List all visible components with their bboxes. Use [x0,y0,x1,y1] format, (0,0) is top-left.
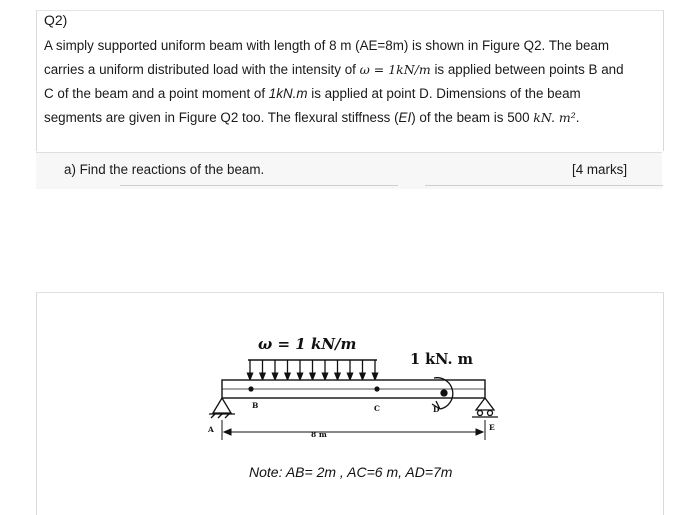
load-arrow-head [360,373,366,380]
question-line-4-text-b: ) of the beam is 500 [411,110,534,125]
label-e: E [489,423,495,432]
load-arrow-head [297,373,303,380]
question-line-2-text-b: is applied between points B and [430,62,624,77]
dimension-arrow-right [476,429,483,435]
support-e-triangle [476,398,494,410]
question-number: Q2) [44,12,68,28]
load-arrow-head [272,373,278,380]
question-line-3-text-b: is applied at point D. Dimensions of the beam [307,86,581,101]
question-line-4-text-a: segments are given in Figure Q2 too. The flexural stiffness ( [44,110,399,125]
dimension-arrow-left [224,429,231,435]
span-label: 8 m [311,430,327,439]
support-e-roller [472,398,498,417]
load-arrows [247,360,378,380]
question-line-4-text-c: . [575,110,580,125]
point-c-marker [374,386,379,391]
support-e-roller-left [478,411,483,416]
dimension-note: Note: AB= 2m , AC=6 m, AD=7m [249,464,453,480]
label-c: C [374,404,380,413]
support-a-triangle [213,398,231,413]
part-a-marks: [4 marks] [572,162,628,177]
load-arrow-head [247,373,253,380]
span-dimension [222,420,485,440]
question-line-1-text: A simply supported uniform beam with length of 8 m (AE=8m) is shown in Figure Q2. The beam [44,38,610,53]
moment-hub [441,390,447,396]
label-a: A [208,425,214,434]
point-b-marker [248,386,253,391]
flexural-stiffness-symbol: EI [398,110,412,125]
stiffness-unit: kN. m² [533,110,576,125]
load-label: ω = 1 kN/m [258,335,357,353]
label-d: D [433,405,440,414]
support-a-pin [209,398,235,418]
load-arrow-head [335,373,341,380]
moment-label: 1 kN. m [410,351,473,368]
load-arrow-head [285,373,291,380]
load-arrow-head [310,373,316,380]
load-intensity-expression: ω = 1kN/m [359,62,431,77]
load-arrow-head [322,373,328,380]
moment-expression: 1kN.m [268,86,308,101]
load-arrow-head [347,373,353,380]
load-arrow-head [372,373,378,380]
support-e-roller-right [488,411,493,416]
question-line-2-text-a: carries a uniform distributed load with the intensity of [44,62,360,77]
question-line-3-text-a: C of the beam and a point moment of [44,86,269,101]
label-b: B [252,401,259,410]
load-arrow-head [260,373,266,380]
part-a-text: a) Find the reactions of the beam. [64,162,265,177]
distributed-load [247,360,378,380]
